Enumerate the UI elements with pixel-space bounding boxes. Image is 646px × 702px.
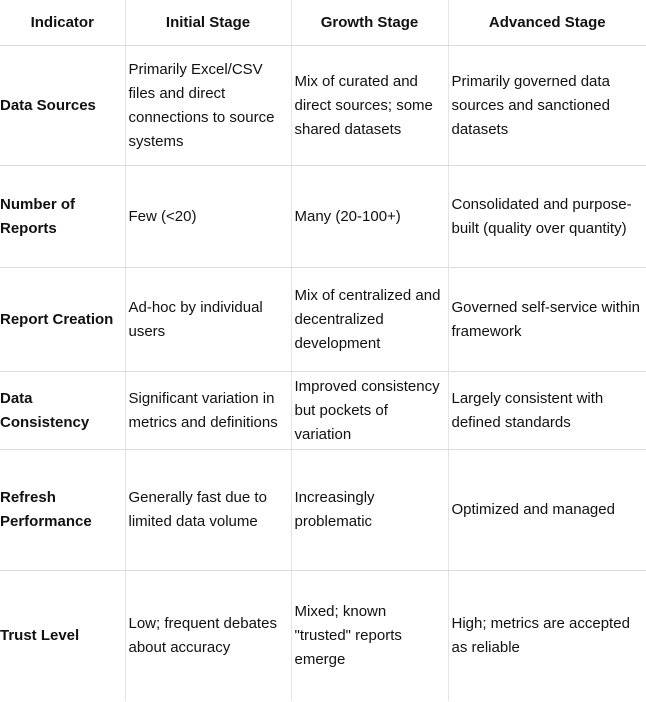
table-body	[0, 46, 646, 702]
table-header	[0, 0, 646, 46]
growth-stage-cell: Improved consistency but pockets of variation	[291, 372, 448, 450]
header-indicator: Indicator	[0, 0, 125, 46]
table-row	[0, 450, 646, 571]
indicator-cell: Data Sources	[0, 46, 125, 166]
table-row	[0, 268, 646, 372]
table-row	[0, 372, 646, 450]
advanced-stage-cell: Largely consistent with defined standards	[448, 372, 646, 450]
indicator-cell: Refresh Performance	[0, 450, 125, 571]
advanced-stage-cell: Governed self-service within framework	[448, 268, 646, 372]
initial-stage-cell: Ad-hoc by individual users	[125, 268, 291, 372]
header-row	[0, 0, 646, 46]
growth-stage-cell: Mix of curated and direct sources; some shared datasets	[291, 46, 448, 166]
indicator-cell: Report Creation	[0, 268, 125, 372]
initial-stage-cell: Few (<20)	[125, 166, 291, 268]
advanced-stage-cell: Optimized and managed	[448, 450, 646, 571]
table-row	[0, 166, 646, 268]
growth-stage-cell: Mix of centralized and decentralized development	[291, 268, 448, 372]
advanced-stage-cell: High; metrics are accepted as reliable	[451, 615, 630, 656]
initial-stage-cell: Generally fast due to limited data volume	[125, 450, 291, 571]
growth-stage-cell: Many (20-100+)	[291, 166, 448, 268]
initial-stage-cell: Low; frequent debates about accuracy	[125, 571, 291, 702]
indicator-cell: Number of Reports	[0, 166, 125, 268]
growth-stage-cell: Mixed; known "trusted" reports emerge	[291, 571, 448, 702]
growth-stage-cell: Increasingly problematic	[291, 450, 448, 571]
header-advanced-stage: Advanced Stage	[448, 0, 646, 46]
table-row	[0, 46, 646, 166]
advanced-stage-cell: Consolidated and purpose-built (quality over quantity)	[448, 166, 646, 268]
initial-stage-cell: Significant variation in metrics and definitions	[125, 372, 291, 450]
indicator-cell: Data Consistency	[0, 372, 125, 450]
initial-stage-cell: Primarily Excel/CSV files and direct connections to source systems	[125, 46, 291, 166]
table-row	[0, 571, 646, 702]
indicator-cell: Trust Level	[0, 571, 125, 702]
advanced-stage-cell: Primarily governed data sources and sanctioned datasets	[448, 46, 646, 166]
header-initial-stage: Initial Stage	[125, 0, 291, 46]
header-growth-stage: Growth Stage	[291, 0, 448, 46]
